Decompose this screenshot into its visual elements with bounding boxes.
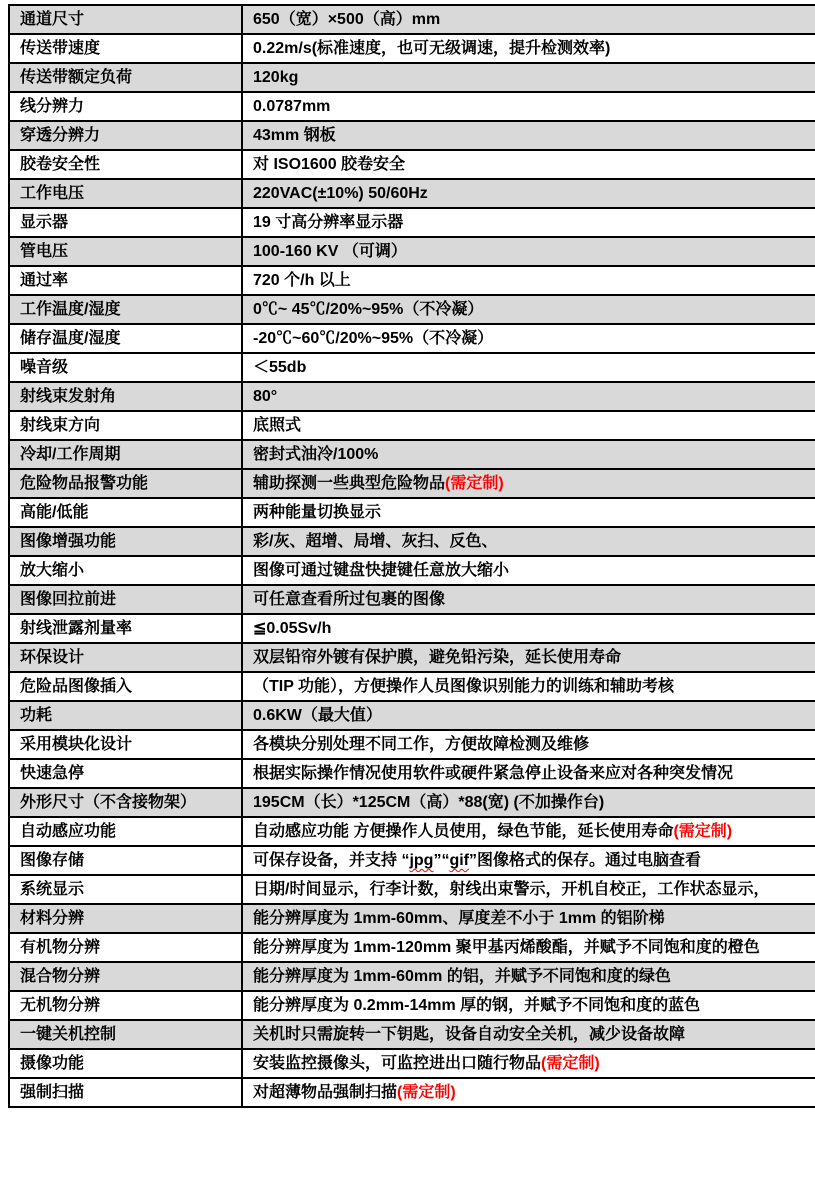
spec-table bbox=[8, 4, 815, 1108]
spec-value-segment: 可保存设备，并支持 “ bbox=[253, 852, 410, 869]
spec-value-cell bbox=[242, 498, 815, 527]
spec-value-cell bbox=[242, 34, 815, 63]
spec-value-segment: 自动感应功能 方便操作人员使用，绿色节能，延长使用寿命 bbox=[253, 823, 674, 840]
spec-label-cell: 功耗 bbox=[9, 701, 242, 730]
spec-value-segment: 安装监控摄像头，可监控进出口随行物品 bbox=[253, 1055, 542, 1072]
table-row bbox=[9, 469, 815, 498]
spec-value-cell bbox=[242, 1078, 815, 1107]
spec-value-cell bbox=[242, 411, 815, 440]
table-row bbox=[9, 1049, 815, 1078]
spec-label-cell: 危险物品报警功能 bbox=[9, 469, 242, 498]
spec-value-segment: (需定制) bbox=[397, 1084, 456, 1101]
spec-value-segment: gif bbox=[449, 852, 469, 869]
spec-value-segment: 80° bbox=[253, 388, 278, 405]
spec-label-cell: 放大缩小 bbox=[9, 556, 242, 585]
spec-value-segment: ”图像格式的保存。通过电脑查看 bbox=[469, 852, 702, 869]
spec-value-segment: 0.0787mm bbox=[253, 98, 331, 115]
spec-value-cell bbox=[242, 353, 815, 382]
spec-value-cell bbox=[242, 469, 815, 498]
spec-value-cell bbox=[242, 5, 815, 34]
spec-value-segment: 两种能量切换显示 bbox=[253, 504, 382, 521]
spec-value-cell bbox=[242, 295, 815, 324]
spec-value-cell bbox=[242, 846, 815, 875]
table-row bbox=[9, 991, 815, 1020]
spec-label-cell: 一键关机控制 bbox=[9, 1020, 242, 1049]
spec-label-cell: 有机物分辨 bbox=[9, 933, 242, 962]
spec-value-cell bbox=[242, 121, 815, 150]
table-row bbox=[9, 817, 815, 846]
spec-value-segment: 能分辨厚度为 1mm-60mm 的铝，并赋予不同饱和度的绿色 bbox=[253, 968, 671, 985]
table-row bbox=[9, 875, 815, 904]
table-row bbox=[9, 92, 815, 121]
spec-label-cell: 通过率 bbox=[9, 266, 242, 295]
spec-label-cell: 材料分辨 bbox=[9, 904, 242, 933]
table-row bbox=[9, 788, 815, 817]
spec-value-segment: 对 ISO1600 胶卷安全 bbox=[253, 156, 406, 173]
spec-label-cell: 噪音级 bbox=[9, 353, 242, 382]
spec-value-segment: 日期/时间显示，行李计数，射线出束警示，开机自校正，工作状态显示， bbox=[253, 881, 770, 898]
spec-value-segment: 可任意查看所过包裹的图像 bbox=[253, 591, 446, 608]
spec-label-cell: 传送带额定负荷 bbox=[9, 63, 242, 92]
spec-label-cell: 管电压 bbox=[9, 237, 242, 266]
spec-label-cell: 通道尺寸 bbox=[9, 5, 242, 34]
table-row bbox=[9, 121, 815, 150]
spec-value-segment: 辅助探测一些典型危险物品 bbox=[253, 475, 446, 492]
table-row bbox=[9, 498, 815, 527]
spec-value-segment: 底照式 bbox=[253, 417, 302, 434]
spec-value-cell bbox=[242, 92, 815, 121]
table-row bbox=[9, 614, 815, 643]
spec-value-cell bbox=[242, 817, 815, 846]
spec-label-cell: 图像存储 bbox=[9, 846, 242, 875]
spec-label-cell: 自动感应功能 bbox=[9, 817, 242, 846]
spec-label-cell: 图像回拉前进 bbox=[9, 585, 242, 614]
spec-value-cell bbox=[242, 150, 815, 179]
table-row bbox=[9, 324, 815, 353]
spec-value-segment: jpg bbox=[409, 852, 434, 869]
spec-value-segment: 0.22m/s(标准速度，也可无级调速，提升检测效率) bbox=[253, 40, 611, 57]
spec-value-segment: （TIP 功能），方便操作人员图像识别能力的训练和辅助考核 bbox=[253, 678, 675, 695]
spec-value-segment: 关机时只需旋转一下钥匙，设备自动安全关机，减少设备故障 bbox=[253, 1026, 686, 1043]
spec-label-cell: 摄像功能 bbox=[9, 1049, 242, 1078]
spec-value-cell bbox=[242, 701, 815, 730]
table-row bbox=[9, 295, 815, 324]
table-row bbox=[9, 237, 815, 266]
spec-value-cell bbox=[242, 208, 815, 237]
table-row bbox=[9, 672, 815, 701]
spec-label-cell: 高能/低能 bbox=[9, 498, 242, 527]
spec-value-segment: 双层铅帘外镀有保护膜，避免铅污染，延长使用寿命 bbox=[253, 649, 622, 666]
table-row bbox=[9, 904, 815, 933]
spec-label-cell: 显示器 bbox=[9, 208, 242, 237]
spec-value-cell bbox=[242, 962, 815, 991]
spec-value-segment: ”“ bbox=[433, 852, 450, 869]
spec-value-cell bbox=[242, 759, 815, 788]
table-row bbox=[9, 556, 815, 585]
spec-value-cell bbox=[242, 788, 815, 817]
table-row bbox=[9, 34, 815, 63]
table-row bbox=[9, 411, 815, 440]
spec-label-cell: 图像增强功能 bbox=[9, 527, 242, 556]
table-row bbox=[9, 962, 815, 991]
spec-value-cell bbox=[242, 1020, 815, 1049]
table-row bbox=[9, 353, 815, 382]
table-row bbox=[9, 5, 815, 34]
spec-value-cell bbox=[242, 991, 815, 1020]
spec-value-segment: 650（宽）×500（高）mm bbox=[253, 11, 441, 28]
spec-value-cell bbox=[242, 179, 815, 208]
spec-value-segment: 195CM（长）*125CM（高）*88(宽) (不加操作台) bbox=[253, 794, 605, 811]
spec-value-cell bbox=[242, 440, 815, 469]
spec-label-cell: 危险品图像插入 bbox=[9, 672, 242, 701]
table-row bbox=[9, 382, 815, 411]
table-row bbox=[9, 585, 815, 614]
spec-value-segment: 0.6KW（最大值） bbox=[253, 707, 382, 724]
spec-value-segment: 密封式油冷/100% bbox=[253, 446, 379, 463]
table-row bbox=[9, 933, 815, 962]
spec-value-cell bbox=[242, 614, 815, 643]
table-row bbox=[9, 150, 815, 179]
spec-value-segment: (需定制) bbox=[673, 823, 733, 840]
spec-value-segment: 彩/灰、超增、局增、灰扫、反色、 bbox=[253, 533, 498, 550]
spec-value-cell bbox=[242, 643, 815, 672]
spec-label-cell: 线分辨力 bbox=[9, 92, 242, 121]
table-row bbox=[9, 527, 815, 556]
spec-value-cell bbox=[242, 527, 815, 556]
spec-value-segment: (需定制) bbox=[541, 1055, 600, 1072]
spec-label-cell: 储存温度/湿度 bbox=[9, 324, 242, 353]
spec-value-cell bbox=[242, 382, 815, 411]
table-row bbox=[9, 63, 815, 92]
spec-value-segment: 能分辨厚度为 1mm-120mm 聚甲基丙烯酸酯，并赋予不同饱和度的橙色 bbox=[253, 939, 760, 956]
spec-value-segment: ≦0.05Sv/h bbox=[253, 620, 332, 637]
spec-label-cell: 胶卷安全性 bbox=[9, 150, 242, 179]
table-row bbox=[9, 208, 815, 237]
spec-value-segment: 对超薄物品强制扫描 bbox=[253, 1084, 398, 1101]
table-row bbox=[9, 1020, 815, 1049]
spec-label-cell: 外形尺寸（不含接物架） bbox=[9, 788, 242, 817]
table-row bbox=[9, 730, 815, 759]
spec-label-cell: 环保设计 bbox=[9, 643, 242, 672]
spec-value-segment: 19 寸高分辨率显示器 bbox=[253, 214, 404, 231]
table-row bbox=[9, 759, 815, 788]
spec-label-cell: 穿透分辨力 bbox=[9, 121, 242, 150]
spec-label-cell: 无机物分辨 bbox=[9, 991, 242, 1020]
spec-value-cell bbox=[242, 63, 815, 92]
spec-value-segment: 220VAC(±10%) 50/60Hz bbox=[253, 185, 428, 202]
spec-value-cell bbox=[242, 266, 815, 295]
spec-value-segment: 根据实际操作情况使用软件或硬件紧急停止设备来应对各种突发情况 bbox=[253, 765, 734, 782]
spec-value-segment: 各模块分别处理不同工作，方便故障检测及维修 bbox=[253, 736, 590, 753]
spec-label-cell: 射线束发射角 bbox=[9, 382, 242, 411]
spec-label-cell: 系统显示 bbox=[9, 875, 242, 904]
spec-value-segment: 0℃~ 45℃/20%~95%（不冷凝） bbox=[253, 301, 484, 318]
table-row bbox=[9, 440, 815, 469]
spec-value-cell bbox=[242, 875, 815, 904]
spec-value-segment: ＜55db bbox=[253, 359, 307, 376]
spec-value-segment: 100-160 KV （可调） bbox=[253, 243, 407, 260]
spec-value-cell bbox=[242, 1049, 815, 1078]
spec-value-cell bbox=[242, 556, 815, 585]
spec-label-cell: 快速急停 bbox=[9, 759, 242, 788]
spec-label-cell: 冷却/工作周期 bbox=[9, 440, 242, 469]
spec-value-segment: 43mm 钢板 bbox=[253, 127, 336, 144]
spec-label-cell: 采用模块化设计 bbox=[9, 730, 242, 759]
spec-label-cell: 强制扫描 bbox=[9, 1078, 242, 1107]
table-row bbox=[9, 846, 815, 875]
spec-label-cell: 射线束方向 bbox=[9, 411, 242, 440]
table-row bbox=[9, 701, 815, 730]
spec-value-cell bbox=[242, 585, 815, 614]
spec-value-cell bbox=[242, 933, 815, 962]
spec-value-segment: 120kg bbox=[253, 69, 299, 86]
spec-value-segment: 能分辨厚度为 0.2mm-14mm 厚的钢，并赋予不同饱和度的蓝色 bbox=[253, 997, 701, 1014]
spec-value-cell bbox=[242, 672, 815, 701]
spec-label-cell: 射线泄露剂量率 bbox=[9, 614, 242, 643]
table-row bbox=[9, 1078, 815, 1107]
spec-label-cell: 工作电压 bbox=[9, 179, 242, 208]
spec-table-body bbox=[9, 5, 815, 1107]
spec-label-cell: 传送带速度 bbox=[9, 34, 242, 63]
spec-value-cell bbox=[242, 237, 815, 266]
spec-value-segment: -20℃~60℃/20%~95%（不冷凝） bbox=[253, 330, 494, 347]
spec-label-cell: 混合物分辨 bbox=[9, 962, 242, 991]
table-row bbox=[9, 643, 815, 672]
spec-value-segment: 能分辨厚度为 1mm-60mm、厚度差不小于 1mm 的铝阶梯 bbox=[253, 910, 665, 927]
spec-value-cell bbox=[242, 324, 815, 353]
spec-value-cell bbox=[242, 904, 815, 933]
table-row bbox=[9, 179, 815, 208]
spec-value-cell bbox=[242, 730, 815, 759]
spec-value-segment: 720 个/h 以上 bbox=[253, 272, 351, 289]
spec-label-cell: 工作温度/湿度 bbox=[9, 295, 242, 324]
table-row bbox=[9, 266, 815, 295]
spec-value-segment: (需定制) bbox=[445, 475, 504, 492]
spec-value-segment: 图像可通过键盘快捷键任意放大缩小 bbox=[253, 562, 510, 579]
